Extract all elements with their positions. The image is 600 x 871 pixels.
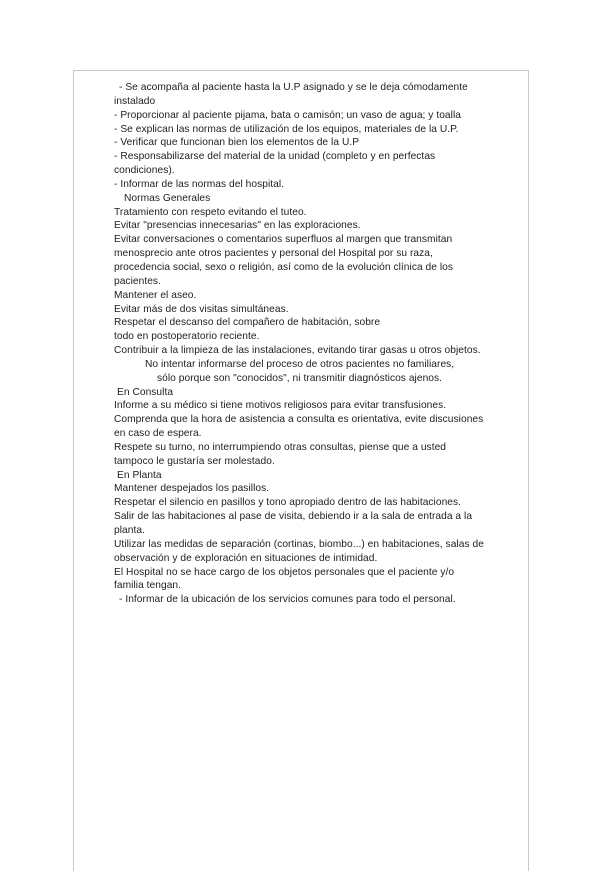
text-line: menosprecio ante otros pacientes y personal del Hospital por su raza,: [114, 248, 433, 260]
text-line: - Informar de la ubicación de los servicios comunes para todo el personal.: [119, 594, 456, 606]
text-line: condiciones).: [114, 165, 175, 177]
text-line: sólo porque son "conocidos", ni transmitir diagnósticos ajenos.: [157, 372, 443, 384]
text-line: pacientes.: [114, 275, 161, 287]
text-line: Informe a su médico si tiene motivos religiosos para evitar transfusiones.: [114, 400, 447, 412]
document-body: [114, 81, 526, 607]
text-line: - Informar de las normas del hospital.: [114, 178, 285, 190]
text-line: Contribuir a la limpieza de las instalaciones, evitando tirar gasas u otros objetos.: [114, 345, 481, 357]
text-line: Mantener despejados los pasillos.: [114, 483, 270, 495]
text-line: procedencia social, sexo o religión, así como de la evolución clínica de los: [114, 261, 454, 273]
text-line: tampoco le gustaría ser molestado.: [114, 455, 275, 467]
text-line: observación y de exploración en situaciones de intimidad.: [114, 552, 378, 564]
text-line: planta.: [114, 525, 145, 536]
section-heading: En Planta: [117, 469, 162, 481]
text-line: instalado: [114, 95, 156, 107]
text-line: - Proporcionar al paciente pijama, bata o camisón; un vaso de agua; y toalla: [114, 109, 461, 121]
text-line: Evitar conversaciones o comentarios superfluos al margen que transmitan: [114, 234, 453, 246]
section-heading: Normas Generales: [124, 192, 211, 204]
text-line: - Se explican las normas de utilización de los equipos, materiales de la U.P.: [114, 123, 459, 135]
text-line: - Verificar que funcionan bien los elementos de la U.P: [114, 137, 360, 149]
text-line: todo en postoperatorio reciente.: [114, 331, 260, 343]
text-line: Tratamiento con respeto evitando el tuteo.: [114, 206, 307, 218]
text-line: Respete su turno, no interrumpiendo otras consultas, piense que a usted: [114, 441, 447, 453]
text-line: Utilizar las medidas de separación (cortinas, biombo...) en habitaciones, salas de: [114, 538, 484, 550]
text-line: Respetar el silencio en pasillos y tono apropiado dentro de las habitaciones.: [114, 497, 462, 509]
text-line: - Responsabilizarse del material de la unidad (completo y en perfectas: [114, 151, 436, 163]
section-heading: En Consulta: [117, 386, 174, 398]
text-line: familia tengan.: [114, 580, 182, 592]
text-line: Comprenda que la hora de asistencia a consulta es orientativa, evite discusiones: [114, 414, 484, 426]
text-line: No intentar informarse del proceso de otros pacientes no familiares,: [145, 358, 455, 370]
text-line: Mantener el aseo.: [114, 289, 197, 301]
text-line: - Se acompaña al paciente hasta la U.P asignado y se le deja cómodamente: [119, 82, 468, 93]
text-line: El Hospital no se hace cargo de los objetos personales que el paciente y/o: [114, 566, 455, 578]
document-page: [73, 70, 529, 871]
text-line: Evitar más de dos visitas simultáneas.: [114, 303, 289, 315]
text-line: en caso de espera.: [114, 428, 202, 440]
text-line: Salir de las habitaciones al pase de visita, debiendo ir a la sala de entrada a la: [114, 511, 473, 523]
text-line: Evitar "presencias innecesarias" en las exploraciones.: [114, 220, 361, 232]
text-line: Respetar el descanso del compañero de habitación, sobre: [114, 317, 381, 329]
